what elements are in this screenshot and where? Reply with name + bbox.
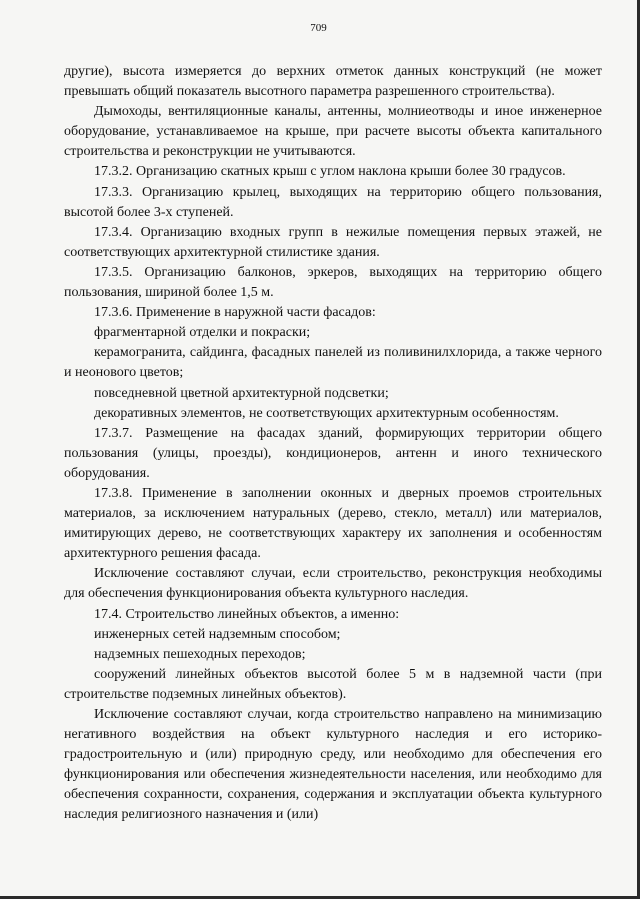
paragraph: 17.3.3. Организацию крылец, выходящих на территорию общего пользования, высотой более 3-х ступеней. [64, 184, 602, 220]
paragraph: надземных пешеходных переходов; [94, 646, 306, 662]
paragraph: Исключение составляют случаи, если строительство, реконструкция необходимы для обеспечения функционирования объекта культурного наследия. [64, 566, 602, 602]
paragraph: инженерных сетей надземным способом; [94, 626, 341, 642]
paragraph: 17.3.5. Организацию балконов, эркеров, выходящих на территорию общего пользования, шириной более 1,5 м. [64, 264, 602, 301]
paragraph: 17.3.2. Организацию скатных крыш с углом наклона крыши более 30 градусов. [94, 164, 566, 180]
page-number: 709 [310, 22, 327, 34]
paragraph: другие), высота измеряется до верхних отметок данных конструкций (не может превышать общий показатель высотного параметра разрешенного строительства). [64, 64, 602, 100]
paragraph: декоративных элементов, не соответствующих архитектурным особенностям. [94, 405, 559, 421]
paragraph: Исключение составляют случаи, когда строительство направлено на минимизацию негативного воздействия на объект культурного наследия и его историко-градостроительную и (или) природную среду, или необходимо для обеспечения его функционирования или обеспечения жизнедеятельности населения, или необходимо для обеспечения сохранности, сохранения, содержания и эксплуатации объекта культурного наследия религиозного назначения и (или) [64, 707, 602, 823]
paragraph: 17.4. Строительство линейных объектов, а именно: [94, 606, 400, 622]
paragraph: повседневной цветной архитектурной подсветки; [94, 385, 389, 401]
paragraph: керамогранита, сайдинга, фасадных панелей из поливинилхлорида, а также черного и неонового цветов; [64, 345, 602, 381]
paragraph: Дымоходы, вентиляционные каналы, антенны, молниеотводы и иное инженерное оборудование, устанавливаемое на крыше, при расчете высоты объекта капитального строительства и реконструкции не учитываются. [64, 104, 602, 160]
paragraph: 17.3.4. Организацию входных групп в нежилые помещения первых этажей, не соответствующих архитектурной стилистике здания. [64, 224, 602, 260]
paragraph: 17.3.8. Применение в заполнении оконных и дверных проемов строительных материалов, за исключением натуральных (дерево, стекло, металл) или материалов, имитирующих дерево, не соответствующих характеру их заполнения и особенностям архитектурного решения фасада. [64, 485, 602, 562]
paragraph: сооружений линейных объектов высотой более 5 м в надземной части (при строительстве подземных линейных объектов). [64, 666, 602, 702]
document-body [64, 62, 602, 826]
paragraph: 17.3.7. Размещение на фасадах зданий, формирующих территории общего пользования (улицы, проезды), кондиционеров, антенн и иного технического оборудования. [64, 425, 602, 481]
paragraph: 17.3.6. Применение в наружной части фасадов: [94, 305, 376, 321]
paragraph: фрагментарной отделки и покраски; [94, 325, 311, 341]
